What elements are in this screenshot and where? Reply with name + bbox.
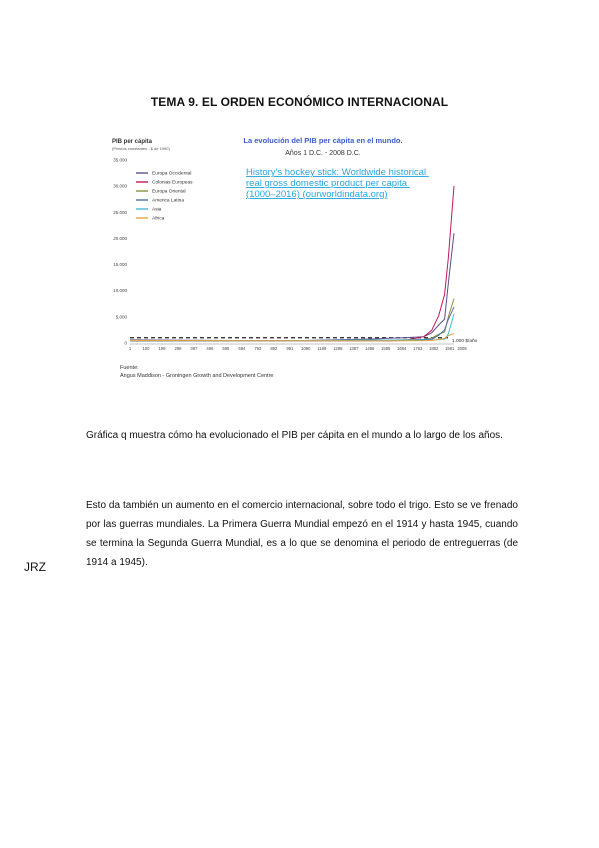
y-tick-label: 30.000 [113, 183, 127, 189]
x-tick-label: 397 [190, 346, 198, 351]
x-tick-label: 1585 [381, 346, 391, 351]
chart-title: La evolución del PIB per cápita en el mundo. [243, 136, 403, 145]
x-tick-label: 793 [254, 346, 262, 351]
x-tick-label: 1486 [365, 346, 375, 351]
x-tick-label: 892 [270, 346, 278, 351]
legend-label: America Latina [152, 198, 184, 204]
overlay-link-line-1: History's hockey stick: Worldwide historical [246, 167, 427, 178]
y-tick-label: 35.000 [113, 157, 127, 163]
chart-ylabel-sub: (Precios constantes - $ de 1990) [112, 146, 170, 151]
x-tick-label: 2008 [457, 346, 467, 351]
chart-subtitle: Años 1 D.C. - 2008 D.C. [285, 150, 361, 157]
legend-label: Colonias Europeas [152, 180, 193, 186]
series-line [130, 314, 454, 341]
series-line [130, 307, 454, 341]
y-tick-label: 25.000 [113, 209, 127, 215]
chart-source-detail: Angus Maddison - Groningen Growth and Development Centre [120, 373, 274, 379]
x-tick-label: 1882 [428, 346, 439, 351]
series-line [130, 233, 454, 341]
overlay-link[interactable] [246, 167, 429, 200]
chart-ylabel: PIB per cápita [112, 139, 153, 145]
y-tick-label: 5.000 [115, 314, 127, 320]
y-tick-label: 0 [124, 340, 127, 346]
gdp-chart-figure [108, 126, 500, 380]
x-tick-label: 991 [286, 346, 294, 351]
overlay-link-line-2: real gross domestic product per capita [246, 178, 408, 189]
series-line [130, 299, 454, 341]
chart-legend [136, 171, 193, 222]
x-tick-label: 694 [238, 346, 246, 351]
x-tick-label: 1387 [349, 346, 359, 351]
overlay-link-line-3: (1000–2016) (ourworldindata.org) [246, 189, 388, 200]
x-tick-label: 1189 [317, 346, 327, 351]
author-initials: JRZ [24, 560, 46, 574]
x-tick-label: 1981 [444, 346, 455, 351]
x-tick-label: 1684 [397, 346, 407, 351]
legend-label: Africa [152, 216, 165, 222]
x-tick-label: 199 [158, 346, 166, 351]
x-tick-label: 1288 [333, 346, 343, 351]
y-tick-label: 10.000 [113, 288, 127, 294]
x-tick-label: 1090 [301, 346, 311, 351]
x-tick-label: 1783 [413, 346, 423, 351]
legend-label: Europa Occidental [152, 171, 192, 177]
y-tick-label: 15.000 [113, 262, 127, 268]
reference-line-label: 1.000 $/año [452, 338, 478, 344]
chart-source-label: Fuente: [120, 365, 139, 371]
gdp-chart [108, 126, 500, 380]
x-tick-label: 100 [142, 346, 150, 351]
x-tick-label: 496 [206, 346, 214, 351]
x-tick-label: 298 [174, 346, 182, 351]
x-tick-label: 1 [128, 346, 132, 351]
legend-label: Europa Oriental [152, 189, 186, 195]
x-tick-label: 595 [222, 346, 230, 351]
body-paragraph: Esto da también un aumento en el comercio internacional, sobre todo el trigo. Esto se ve frenado por las guerras mundiales. La Primera Guerra Mundial empezó en el 1914 y hasta 1945, cuando se termina la Segunda Guerra Mundial, es a lo que se denomina el periodo de entreguerras (de 1914 a 1945). [86, 500, 518, 568]
y-tick-label: 20.000 [113, 235, 127, 241]
legend-label: Asia [152, 207, 162, 213]
series-line [130, 186, 454, 341]
chart-caption: Gráfica q muestra cómo ha evolucionado el PIB per cápita en el mundo a lo largo de los años. [86, 430, 503, 441]
document-heading: TEMA 9. EL ORDEN ECONÓMICO INTERNACIONAL [150, 95, 449, 109]
